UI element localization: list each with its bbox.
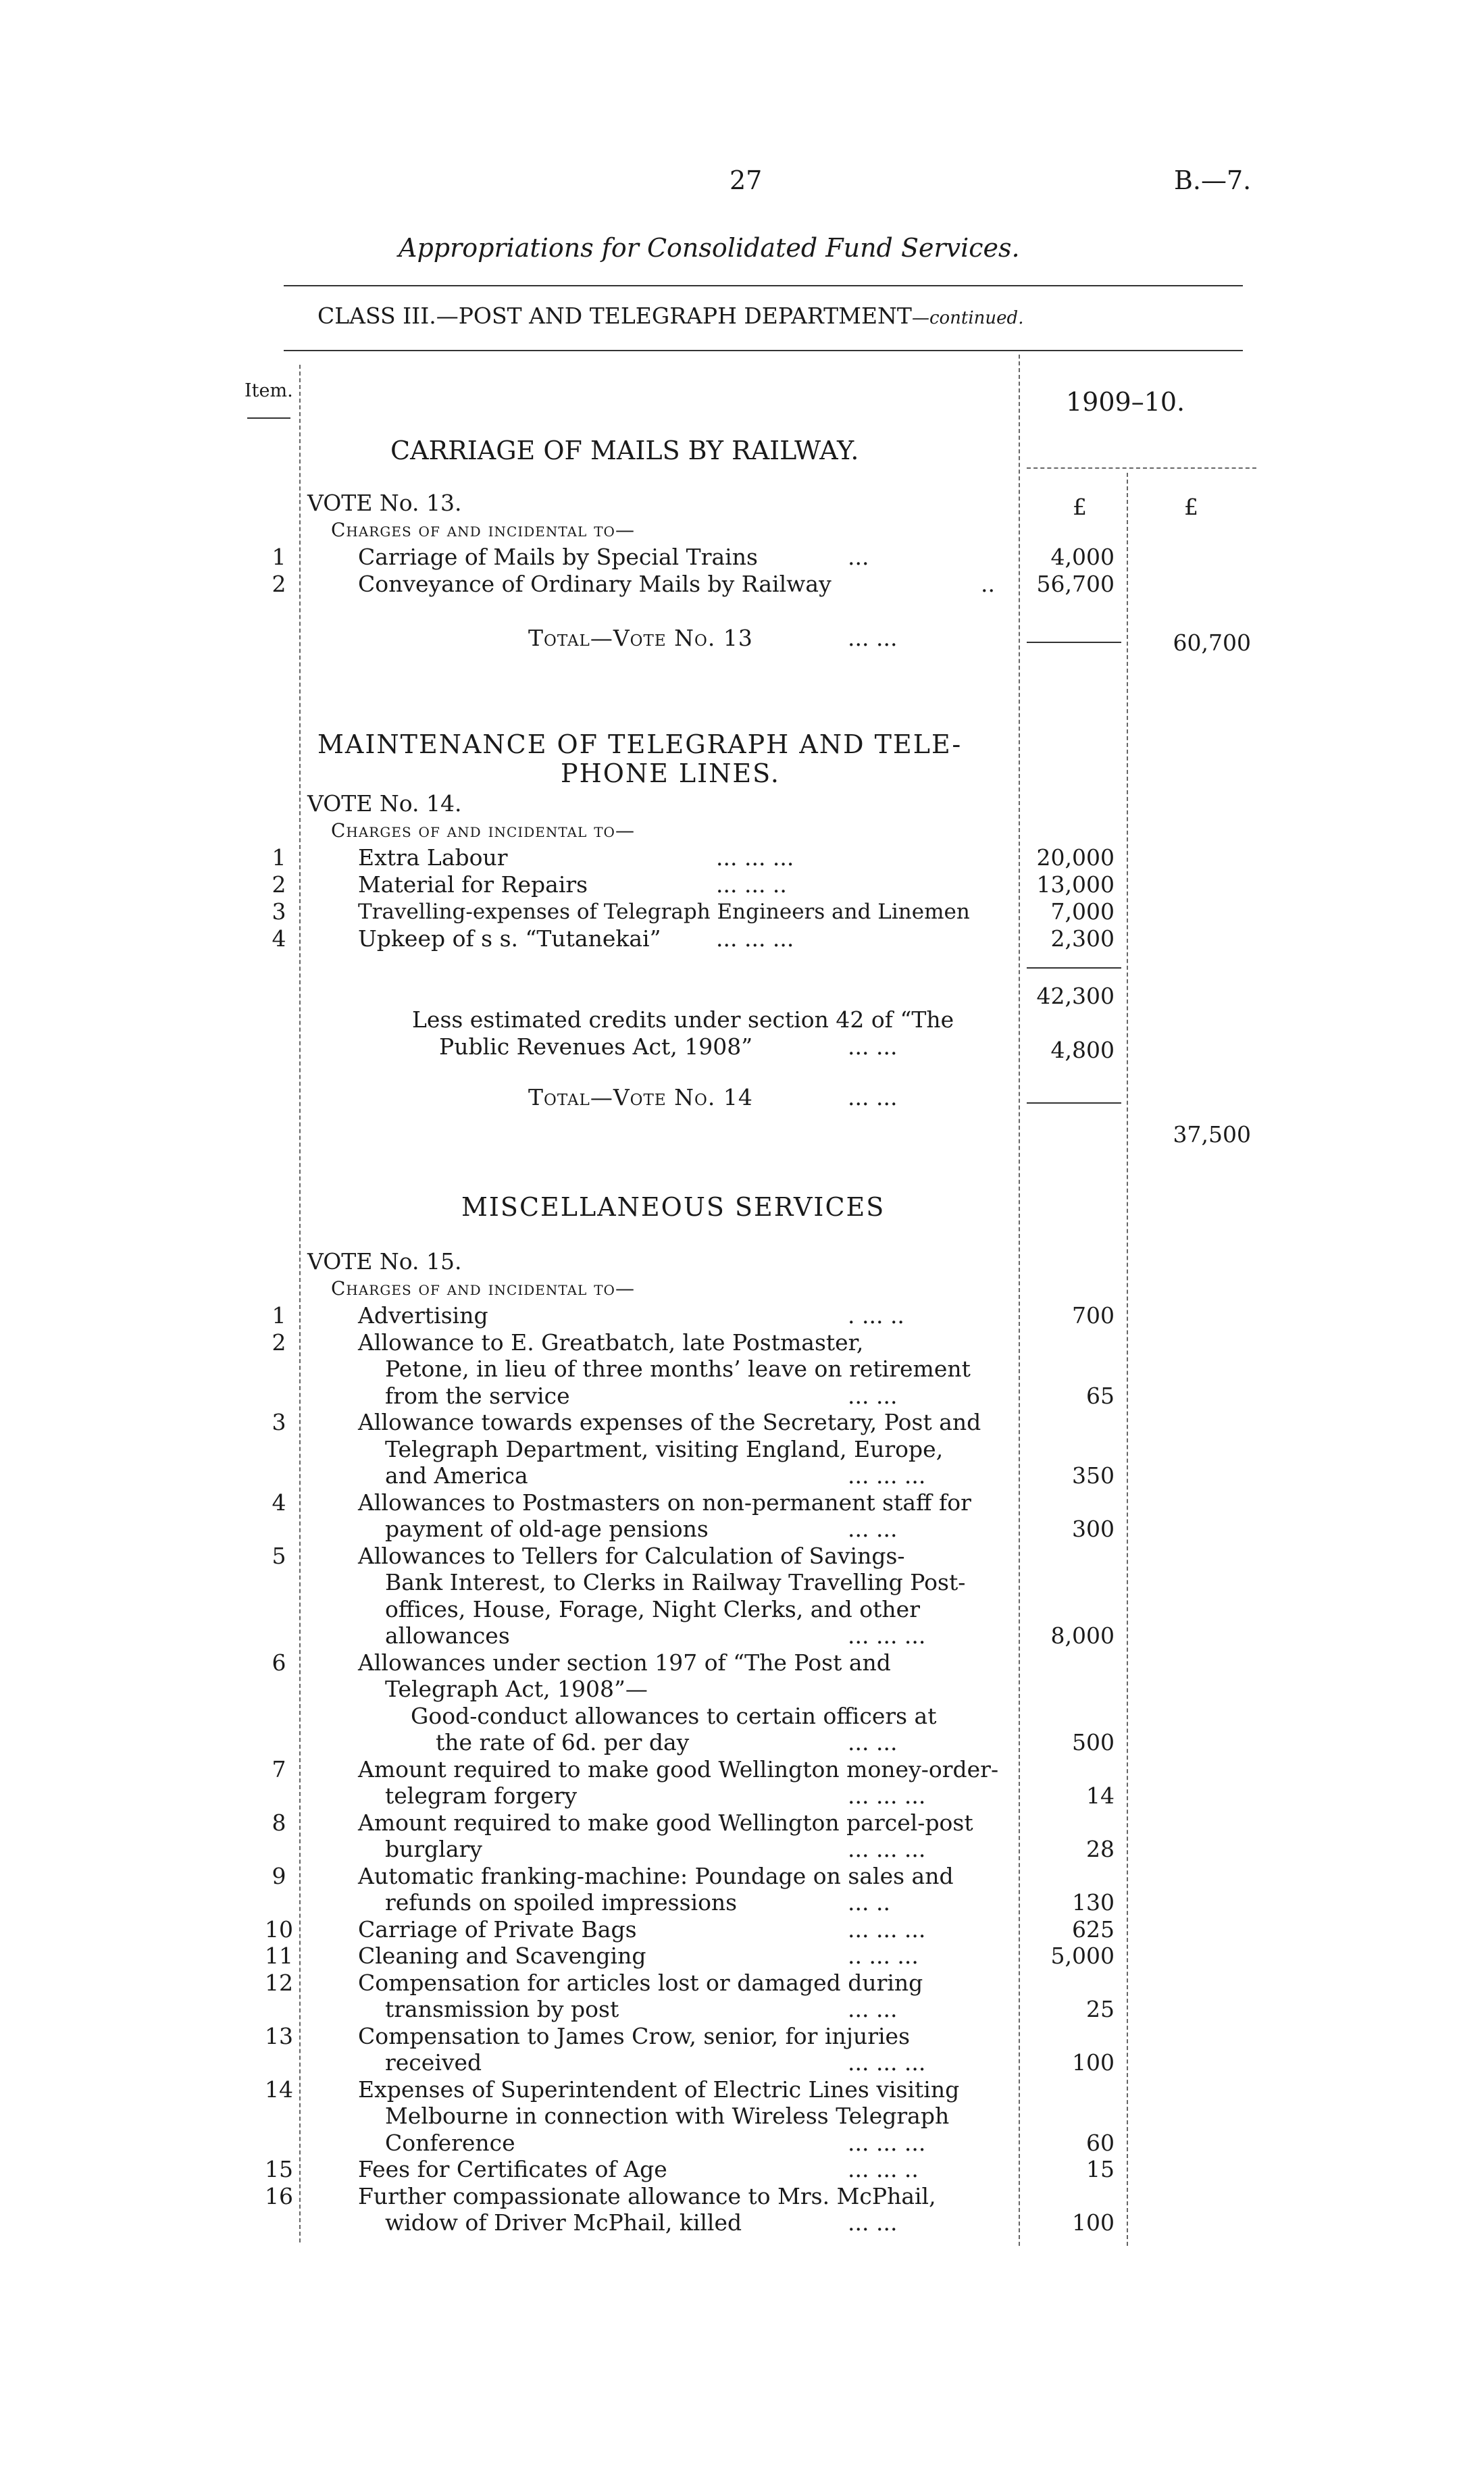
vote15-item-line: Allowances under section 197 of “The Post and (358, 1649, 891, 1676)
vote14-charges: Charges of and incidental to— (331, 819, 635, 842)
vote13-total: 60,700 (1173, 630, 1251, 656)
vote14-item-label: Material for Repairs (358, 871, 588, 898)
vote14-subtotal-rule (1027, 967, 1121, 969)
vote13-item-dots: ... (848, 544, 869, 570)
vote15-item-amount: 25 (1086, 1996, 1115, 2022)
class-heading-suffix: —continued. (911, 308, 1024, 328)
vote15-item-amount: 300 (1072, 1516, 1115, 1542)
vote14-item-label: Travelling-expenses of Telegraph Engineers and Linemen (358, 900, 970, 924)
vote15-item-amount: 625 (1072, 1916, 1115, 1943)
vote15-item-number: 7 (272, 1755, 286, 1782)
vote15-item-dots: ... ... ... (848, 1836, 926, 1862)
vote13-item-number: 1 (272, 544, 286, 570)
vote15-item-amount: 14 (1086, 1782, 1115, 1809)
vote15-item-line: Amount required to make good Wellington parcel-post (358, 1809, 973, 1836)
vote15-item-number: 4 (272, 1489, 286, 1516)
vote14-item-number: 1 (272, 844, 286, 871)
vote14-item-dots: ... ... .. (716, 871, 787, 898)
vote14-total-label: Total—Vote No. 14 (528, 1084, 753, 1110)
item-column-divider (299, 365, 301, 2242)
vote15-item-number: 10 (265, 1916, 293, 1943)
vote15-item-line: Automatic franking-machine: Poundage on sales and (358, 1862, 954, 1889)
class-heading (317, 303, 1023, 332)
vote14-less-amount: 4,800 (1050, 1037, 1115, 1063)
document-reference: B.—7. (1174, 165, 1252, 195)
vote15-label: VOTE No. 15. (307, 1248, 462, 1275)
vote14-heading-line2: PHONE LINES. (561, 759, 780, 788)
vote15-item-amount: 350 (1072, 1462, 1115, 1489)
vote15-item-line: Allowance to E. Greatbatch, late Postmaster, (358, 1329, 864, 1356)
vote15-item-line: Petone, in lieu of three months’ leave on retirement (385, 1356, 971, 1382)
vote15-item-number: 3 (272, 1409, 286, 1435)
vote15-heading: MISCELLANEOUS SERVICES (461, 1192, 886, 1222)
vote15-item-number: 15 (265, 2156, 293, 2182)
vote15-item-dots: ... ... (848, 1516, 898, 1542)
vote15-item-amount: 700 (1072, 1302, 1115, 1329)
vote15-item-number: 9 (272, 1862, 286, 1889)
page-number: 27 (730, 165, 763, 195)
vote13-item-amount: 4,000 (1050, 544, 1115, 570)
vote15-item-line: Fees for Certificates of Age (358, 2156, 667, 2182)
vote13-item-amount: 56,700 (1036, 571, 1115, 597)
vote14-total-dots: ... ... (848, 1084, 898, 1110)
vote15-item-amount: 15 (1086, 2156, 1115, 2182)
vote13-item-number: 2 (272, 571, 286, 597)
vote15-item-dots: ... ... (848, 1382, 898, 1409)
amount-column-divider (1127, 473, 1128, 2246)
vote15-item-line: Allowances to Tellers for Calculation of Savings- (358, 1542, 905, 1569)
vote15-item-line: Amount required to make good Wellington money-order- (358, 1755, 999, 1782)
vote14-item-dots: ... ... ... (716, 925, 794, 952)
vote15-item-amount: 500 (1072, 1729, 1115, 1755)
vote14-less-line2: Public Revenues Act, 1908” (439, 1033, 753, 1060)
item-header-underline (247, 417, 290, 419)
vote15-item-line: Telegraph Act, 1908”— (385, 1676, 648, 1702)
vote15-item-line: Compensation to James Crow, senior, for injuries (358, 2022, 911, 2049)
vote14-less-dots: ... ... (848, 1033, 898, 1060)
vote15-item-number: 1 (272, 1302, 286, 1329)
vote13-item-label: Carriage of Mails by Special Trains (358, 544, 758, 570)
vote14-total: 37,500 (1173, 1121, 1251, 1148)
title-rule (284, 285, 1243, 286)
class-rule (284, 350, 1243, 351)
vote15-item-amount: 100 (1072, 2209, 1115, 2236)
vote15-item-dots: ... ... ... (848, 1622, 926, 1649)
vote15-item-number: 12 (265, 1969, 293, 1996)
vote14-item-amount: 13,000 (1036, 871, 1115, 898)
vote13-total-rule (1027, 642, 1121, 643)
vote15-item-amount: 8,000 (1050, 1622, 1115, 1649)
vote14-less-line1: Less estimated credits under section 42 of “The (412, 1006, 954, 1033)
vote15-item-line: payment of old-age pensions (385, 1516, 709, 1542)
vote15-item-dots: ... ... ... (848, 1462, 926, 1489)
vote15-item-line: and America (385, 1462, 528, 1489)
vote15-item-line: Bank Interest, to Clerks in Railway Travelling Post- (385, 1569, 966, 1595)
vote15-item-dots: ... ... ... (848, 2129, 926, 2156)
vote13-total-dots: ... ... (848, 625, 898, 651)
vote15-item-number: 11 (265, 1943, 293, 1969)
vote15-item-number: 8 (272, 1809, 286, 1836)
vote14-item-label: Extra Labour (358, 844, 508, 871)
vote15-item-amount: 65 (1086, 1382, 1115, 1409)
vote14-item-number: 4 (272, 925, 286, 952)
vote15-item-number: 5 (272, 1542, 286, 1569)
vote15-item-line: Advertising (358, 1302, 488, 1329)
vote14-heading-line1: MAINTENANCE OF TELEGRAPH AND TELE- (317, 729, 963, 759)
vote15-item-dots: ... ... (848, 1996, 898, 2022)
vote15-item-amount: 60 (1086, 2129, 1115, 2156)
vote14-item-dots: ... ... ... (716, 844, 794, 871)
vote15-item-dots: ... ... ... (848, 1916, 926, 1943)
vote14-total-rule (1027, 1102, 1121, 1104)
vote15-item-number: 16 (265, 2182, 293, 2209)
vote15-item-number: 13 (265, 2022, 293, 2049)
vote15-item-dots: ... ... ... (848, 2049, 926, 2076)
vote15-item-line: Carriage of Private Bags (358, 1916, 637, 1943)
vote15-item-line: Further compassionate allowance to Mrs. McPhail, (358, 2182, 936, 2209)
vote13-heading: CARRIAGE OF MAILS BY RAILWAY. (390, 436, 859, 465)
vote14-item-amount: 20,000 (1036, 844, 1115, 871)
vote15-item-line: telegram forgery (385, 1782, 578, 1809)
vote15-item-line: Conference (385, 2129, 515, 2156)
vote15-item-line: Expenses of Superintendent of Electric Lines visiting (358, 2076, 960, 2103)
year-header-rule (1027, 467, 1256, 469)
vote14-subtotal: 42,300 (1036, 983, 1115, 1009)
vote14-item-number: 3 (272, 898, 286, 925)
vote15-item-line: Allowance towards expenses of the Secretary, Post and (358, 1409, 981, 1435)
vote15-item-line: Cleaning and Scavenging (358, 1943, 646, 1969)
vote15-item-line: the rate of 6d. per day (436, 1729, 690, 1755)
vote15-item-dots: ... .. (848, 1889, 890, 1916)
vote15-item-dots: ... ... ... (848, 1782, 926, 1809)
vote13-item-label: Conveyance of Ordinary Mails by Railway (358, 571, 831, 597)
vote15-item-amount: 100 (1072, 2049, 1115, 2076)
vote15-item-number: 14 (265, 2076, 293, 2103)
page-title: Appropriations for Consolidated Fund Services. (399, 233, 1020, 263)
vote15-item-amount: 130 (1072, 1889, 1115, 1916)
item-column-header: Item. (245, 380, 293, 401)
vote15-item-line: Allowances to Postmasters on non-permanent staff for (358, 1489, 971, 1516)
vote15-item-line: Good-conduct allowances to certain officers at (411, 1702, 937, 1729)
vote15-item-amount: 28 (1086, 1836, 1115, 1862)
class-heading-text: CLASS III.—POST AND TELEGRAPH DEPARTMENT (317, 303, 912, 329)
vote14-item-number: 2 (272, 871, 286, 898)
vote15-item-number: 6 (272, 1649, 286, 1676)
vote15-item-line: Telegraph Department, visiting England, Europe, (385, 1435, 944, 1462)
vote15-item-line: Compensation for articles lost or damaged during (358, 1969, 923, 1996)
vote15-item-line: Melbourne in connection with Wireless Telegraph (385, 2103, 950, 2129)
vote14-item-amount: 2,300 (1050, 925, 1115, 952)
vote15-item-line: received (385, 2049, 482, 2076)
pound-sign-subitems: £ (1073, 494, 1087, 520)
vote15-item-dots: ... ... .. (848, 2156, 919, 2182)
vote14-label: VOTE No. 14. (307, 790, 462, 817)
vote15-item-line: transmission by post (385, 1996, 619, 2022)
vote13-item-dots: .. (981, 571, 995, 597)
vote15-item-dots: . ... .. (848, 1302, 904, 1329)
vote15-item-dots: ... ... (848, 1729, 898, 1755)
vote13-label: VOTE No. 13. (307, 490, 462, 516)
vote14-item-label: Upkeep of s s. “Tutanekai” (358, 925, 661, 952)
vote14-item-amount: 7,000 (1050, 898, 1115, 925)
vote13-charges: Charges of and incidental to— (331, 519, 635, 541)
vote15-item-dots: ... ... (848, 2209, 898, 2236)
vote15-item-line: from the service (385, 1382, 570, 1409)
pound-sign-totals: £ (1184, 494, 1198, 520)
vote15-item-amount: 5,000 (1050, 1943, 1115, 1969)
vote15-charges: Charges of and incidental to— (331, 1277, 635, 1300)
vote15-item-line: burglary (385, 1836, 482, 1862)
vote15-item-line: allowances (385, 1622, 510, 1649)
vote13-total-label: Total—Vote No. 13 (528, 625, 753, 651)
fiscal-year-header: 1909–10. (1066, 387, 1185, 417)
vote15-item-dots: .. ... ... (848, 1943, 919, 1969)
vote15-item-number: 2 (272, 1329, 286, 1356)
vote15-item-line: refunds on spoiled impressions (385, 1889, 738, 1916)
vote15-item-line: offices, House, Forage, Night Clerks, and other (385, 1595, 920, 1622)
vote15-item-line: widow of Driver McPhail, killed (385, 2209, 742, 2236)
